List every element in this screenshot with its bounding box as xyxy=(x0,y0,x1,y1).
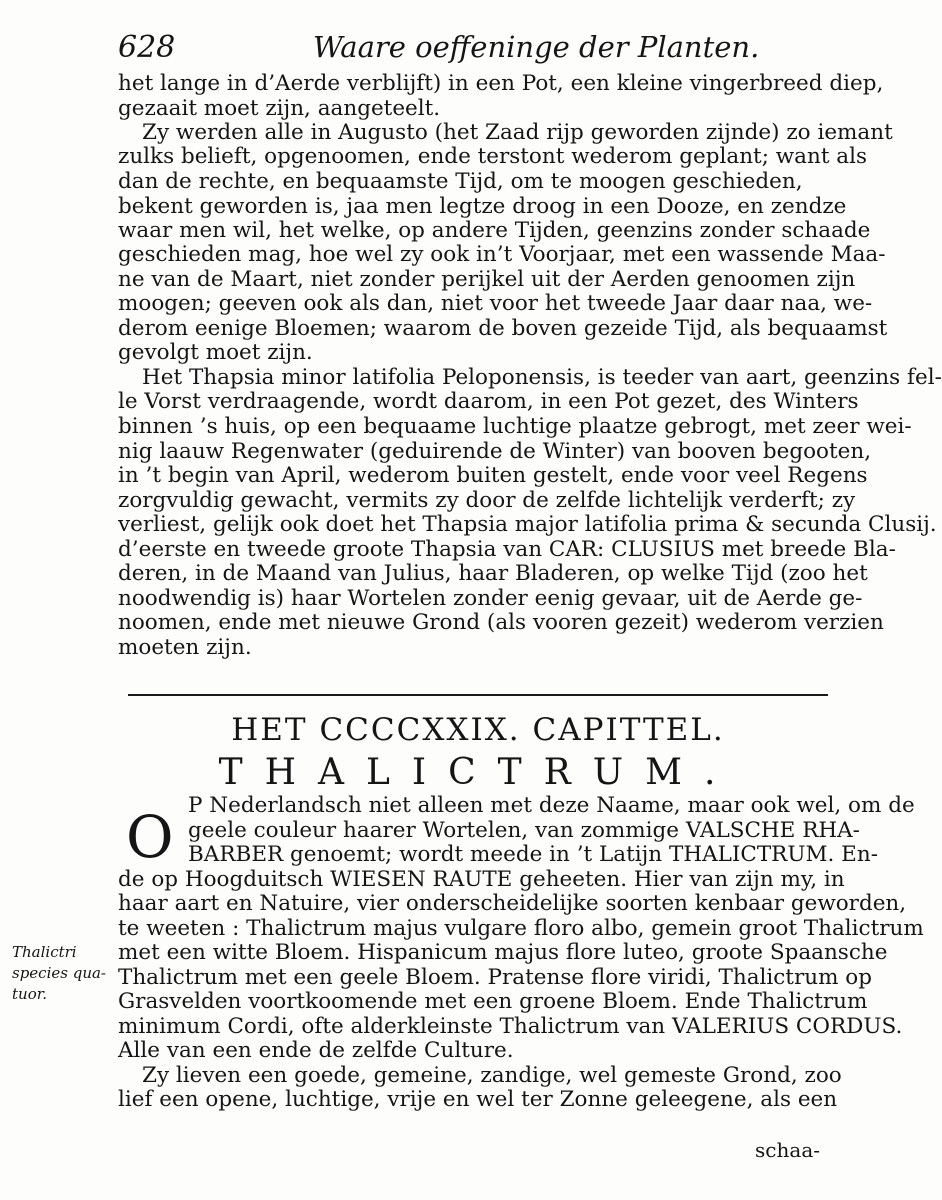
margin-note-line: tuor. xyxy=(12,985,48,1003)
text-line: d’eerste en tweede groote Thapsia van CAR: CLUSIUS met breede Bla- xyxy=(118,537,896,562)
text-line: zorgvuldig gewacht, vermits zy door de zelfde lichtelijk verderft; zy xyxy=(118,488,856,513)
text-line: Grasvelden voortkoomende met een groene Bloem. Ende Thalictrum xyxy=(118,989,868,1014)
text-line: zulks belieft, opgenoomen, ende terstont wederom geplant; want als xyxy=(118,144,868,169)
text-line: bekent geworden is, jaa men legtze droog in een Dooze, en zendze xyxy=(118,194,847,219)
section-divider xyxy=(128,694,828,696)
text-line: waar men wil, het welke, op andere Tijden, geenzins zonder schaade xyxy=(118,218,871,243)
text-line: gevolgt moet zijn. xyxy=(118,340,313,365)
text-line: noodwendig is) haar Wortelen zonder eenig gevaar, uit de Aerde ge- xyxy=(118,586,863,611)
catchword: schaa- xyxy=(755,1138,820,1162)
text-line: verliest, gelijk ook doet het Thapsia major latifolia prima & secunda Clusij. xyxy=(118,512,937,537)
text-line: le Vorst verdraagende, wordt daarom, in een Pot gezet, des Winters xyxy=(118,389,859,414)
text-line: geschieden mag, hoe wel zy ook in’t Voorjaar, met een wassende Maa- xyxy=(118,242,886,267)
text-line: Het Thapsia minor latifolia Peloponensis, is teeder van aart, geenzins fel- xyxy=(142,365,942,390)
text-line: Zy lieven een goede, gemeine, zandige, wel gemeste Grond, zoo xyxy=(142,1063,842,1088)
margin-note-line: Thalictri xyxy=(12,943,77,961)
text-line: gezaait moet zijn, aangeteelt. xyxy=(118,96,441,121)
text-line: Alle van een ende de zelfde Culture. xyxy=(118,1038,514,1063)
text-line: met een witte Bloem. Hispanicum majus flore luteo, groote Spaansche xyxy=(118,940,888,965)
page-number: 628 xyxy=(118,30,176,65)
margin-note xyxy=(12,942,112,1005)
chapter-heading: HET CCCCXXIX. CAPITTEL. xyxy=(231,712,725,748)
text-line: minimum Cordi, ofte alderkleinste Thalictrum van VALERIUS CORDUS. xyxy=(118,1014,903,1039)
text-line: de op Hoogduitsch WIESEN RAUTE geheeten. Hier van zijn my, in xyxy=(118,867,845,892)
running-title: Waare oeffeninge der Planten. xyxy=(313,30,760,64)
text-line: Zy werden alle in Augusto (het Zaad rijp geworden zijnde) zo iemant xyxy=(142,120,893,145)
chapter-title: THALICTRUM. xyxy=(218,752,738,793)
text-line: P Nederlandsch niet alleen met deze Naame, maar ook wel, om de xyxy=(188,793,915,818)
text-line: haar aart en Natuire, vier onderscheidelijke soorten kenbaar geworden, xyxy=(118,891,907,916)
drop-cap: O xyxy=(126,803,174,871)
text-line: geele couleur haarer Wortelen, van zommige VALSCHE RHA- xyxy=(188,818,860,843)
margin-note-line: species qua- xyxy=(12,964,106,982)
running-head xyxy=(118,30,808,70)
text-line: moeten zijn. xyxy=(118,635,252,660)
text-line: derom eenige Bloemen; waarom de boven gezeide Tijd, als bequaamst xyxy=(118,316,888,341)
text-line: in ’t begin van April, wederom buiten gestelt, ende voor veel Regens xyxy=(118,463,868,488)
text-line: nig laauw Regenwater (geduirende de Winter) van booven begooten, xyxy=(118,439,872,464)
text-line: Thalictrum met een geele Bloem. Pratense flore viridi, Thalictrum op xyxy=(118,965,873,990)
text-line: lief een opene, luchtige, vrije en wel ter Zonne geleegene, als een xyxy=(118,1087,838,1112)
text-line: te weeten : Thalictrum majus vulgare floro albo, gemein groot Thalictrum xyxy=(118,916,924,941)
text-line: ne van de Maart, niet zonder perijkel uit der Aerden genoomen zijn xyxy=(118,267,856,292)
text-line: deren, in de Maand van Julius, haar Bladeren, op welke Tijd (zoo het xyxy=(118,561,868,586)
text-line: binnen ’s huis, op een bequaame luchtige plaatze gebrogt, met zeer wei- xyxy=(118,414,912,439)
text-line: het lange in d’Aerde verblijft) in een Pot, een kleine vingerbreed diep, xyxy=(118,71,884,96)
text-line: BARBER genoemt; wordt meede in ’t Latijn THALICTRUM. En- xyxy=(188,842,878,867)
text-line: noomen, ende met nieuwe Grond (als vooren gezeit) wederom verzien xyxy=(118,610,884,635)
text-line: moogen; geeven ook als dan, niet voor het tweede Jaar daar naa, we- xyxy=(118,291,873,316)
text-line: dan de rechte, en bequaamste Tijd, om te moogen geschieden, xyxy=(118,169,803,194)
